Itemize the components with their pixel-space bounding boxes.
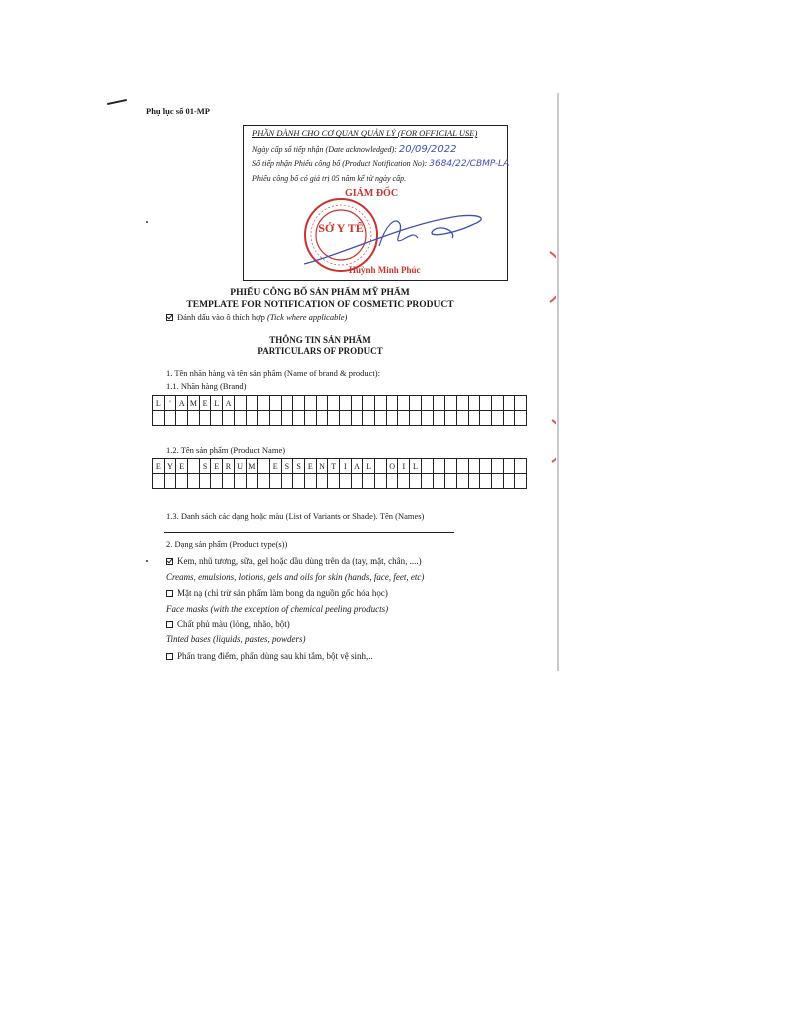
product-cell: L: [363, 459, 375, 474]
brand-grid: [152, 395, 527, 426]
form-title-en: TEMPLATE FOR NOTIFICATION OF COSMETIC PRODUCT: [186, 300, 454, 310]
brand-cell: [258, 411, 270, 426]
validity-row: [252, 174, 406, 183]
product-cell: [211, 474, 223, 489]
checkbox-unchecked-icon: [166, 621, 173, 628]
product-cell: [480, 459, 492, 474]
product-cell: O: [387, 459, 399, 474]
product-cell: [387, 474, 399, 489]
brand-cell: [317, 411, 329, 426]
product-cell: [317, 474, 329, 489]
brand-cell: [305, 411, 317, 426]
number-value: 3684/22/CBMP-LA: [429, 159, 510, 169]
brand-cell: [293, 411, 305, 426]
type-1-en: Creams, emulsions, lotions, gels and oils for skin (hands, face, feet, etc): [166, 572, 425, 582]
product-cell: T: [328, 459, 340, 474]
product-cell: [258, 459, 270, 474]
checkbox-unchecked-icon: [166, 590, 173, 597]
product-cell: [504, 459, 516, 474]
product-cell: [258, 474, 270, 489]
margin-dot: [146, 221, 148, 223]
product-cell: [492, 459, 504, 474]
checkbox-unchecked-icon: [166, 653, 173, 660]
checkbox-icon: [166, 314, 173, 321]
brand-cell: [398, 411, 410, 426]
type-2-en: Face masks (with the exception of chemical peeling products): [166, 604, 389, 614]
tick-instruction: [166, 312, 347, 323]
product-cell: [176, 474, 188, 489]
product-cell: [305, 474, 317, 489]
product-cell: [457, 459, 469, 474]
brand-cell: [363, 396, 375, 411]
product-cell: I: [340, 459, 352, 474]
brand-cell: [317, 396, 329, 411]
brand-cell: [480, 411, 492, 426]
tick-instruction-vn: Đánh dấu vào ô thích hợp: [177, 312, 265, 322]
product-cell: [504, 474, 516, 489]
brand-cell: [153, 411, 165, 426]
brand-cell: [211, 411, 223, 426]
product-cell: [434, 474, 446, 489]
signature: [284, 194, 504, 274]
product-cell: S: [293, 459, 305, 474]
product-cell: S: [282, 459, 294, 474]
brand-cell: [469, 411, 481, 426]
brand-cell: [328, 396, 340, 411]
number-label: Số tiếp nhận Phiếu công bố (Product Notification No):: [252, 159, 428, 168]
product-cell: [398, 474, 410, 489]
section-title-vn: THÔNG TIN SẢN PHẨM: [269, 335, 371, 345]
brand-cell: [340, 411, 352, 426]
brand-cell: [387, 396, 399, 411]
date-value: 20/09/2022: [398, 144, 457, 155]
edge-stamp-fragments: [536, 240, 556, 470]
brand-cell: [434, 411, 446, 426]
type-3-vn: Chất phủ màu (lỏng, nhão, bột): [177, 619, 290, 629]
product-cell: [153, 474, 165, 489]
product-cell: E: [211, 459, 223, 474]
product-cell: [340, 474, 352, 489]
product-cell: [445, 474, 457, 489]
type-1-vn: Kem, nhũ tương, sữa, gel hoặc dầu dùng trên da (tay, mặt, chân, ....): [177, 556, 422, 566]
product-cell: [328, 474, 340, 489]
brand-cell: [176, 411, 188, 426]
product-cell: [492, 474, 504, 489]
brand-cell: [305, 396, 317, 411]
brand-cell: [282, 411, 294, 426]
brand-cell: [363, 411, 375, 426]
brand-cell: [515, 396, 527, 411]
product-cell: [515, 459, 527, 474]
product-cell: Y: [165, 459, 177, 474]
form-title-vn: PHIẾU CÔNG BỐ SẢN PHẨM MỸ PHẨM: [230, 288, 410, 298]
product-cell: [480, 474, 492, 489]
tick-instruction-en: (Tick where applicable): [266, 312, 348, 322]
seal-text: SỞ Y TẾ: [318, 221, 364, 235]
brand-cell: [515, 411, 527, 426]
variants-label: 1.3. Danh sách các dạng hoặc màu (List of Variants or Shade). Tên (Names): [166, 511, 425, 521]
brand-cell: [492, 396, 504, 411]
product-name-grid: [152, 458, 527, 489]
product-cell: [352, 474, 364, 489]
product-cell: [363, 474, 375, 489]
product-cell: [235, 474, 247, 489]
brand-cell: [188, 411, 200, 426]
notification-number-row: [252, 159, 509, 169]
brand-cell: [247, 396, 259, 411]
product-cell: [422, 474, 434, 489]
q1-label: 1. Tên nhãn hàng và tên sản phẩm (Name of brand & product):: [166, 368, 380, 378]
brand-cell: [504, 396, 516, 411]
official-use-box: [243, 125, 508, 281]
product-type-item-3: [166, 619, 290, 630]
margin-mark: [107, 99, 127, 105]
product-cell: [375, 474, 387, 489]
product-cell: [434, 459, 446, 474]
product-cell: N: [317, 459, 329, 474]
brand-cell: [375, 396, 387, 411]
product-cell: [445, 459, 457, 474]
brand-cell: A: [223, 396, 235, 411]
brand-cell: [270, 411, 282, 426]
brand-cell: L: [153, 396, 165, 411]
brand-cell: [340, 396, 352, 411]
brand-cell: [445, 411, 457, 426]
director-title: GIÁM ĐỐC: [345, 188, 399, 199]
product-cell: [188, 474, 200, 489]
product-cell: [515, 474, 527, 489]
margin-dot: [146, 560, 148, 562]
type-2-vn: Mặt nạ (chỉ trừ sản phẩm làm bong da nguồn gốc hóa học): [177, 588, 388, 598]
brand-cell: [352, 396, 364, 411]
product-cell: U: [235, 459, 247, 474]
brand-cell: [235, 411, 247, 426]
brand-cell: [235, 396, 247, 411]
brand-cell: [258, 396, 270, 411]
product-cell: [223, 474, 235, 489]
product-cell: E: [270, 459, 282, 474]
brand-cell: [328, 411, 340, 426]
brand-cell: [375, 411, 387, 426]
brand-cell: [492, 411, 504, 426]
date-label: Ngày cấp số tiếp nhận (Date acknowledged):: [252, 145, 397, 154]
brand-cell: [480, 396, 492, 411]
brand-cell: A: [176, 396, 188, 411]
product-cell: E: [153, 459, 165, 474]
brand-cell: E: [200, 396, 212, 411]
product-cell: I: [398, 459, 410, 474]
product-cell: R: [223, 459, 235, 474]
brand-cell: [165, 411, 177, 426]
product-cell: M: [247, 459, 259, 474]
product-cell: [410, 474, 422, 489]
product-cell: [469, 459, 481, 474]
brand-cell: [200, 411, 212, 426]
product-cell: [282, 474, 294, 489]
brand-cell: [352, 411, 364, 426]
brand-cell: [293, 396, 305, 411]
variants-line: [164, 532, 454, 533]
brand-cell: [469, 396, 481, 411]
product-cell: A: [352, 459, 364, 474]
product-type-item-1: [166, 556, 422, 567]
brand-cell: [434, 396, 446, 411]
brand-cell: ': [165, 396, 177, 411]
brand-cell: M: [188, 396, 200, 411]
section-title-en: PARTICULARS OF PRODUCT: [257, 346, 383, 356]
brand-cell: [445, 396, 457, 411]
product-cell: [293, 474, 305, 489]
brand-cell: [504, 411, 516, 426]
brand-cell: [410, 396, 422, 411]
product-cell: [375, 459, 387, 474]
checkbox-checked-icon: [166, 558, 173, 565]
product-cell: E: [176, 459, 188, 474]
brand-cell: [387, 411, 399, 426]
product-cell: [200, 474, 212, 489]
brand-cell: [422, 396, 434, 411]
brand-label: 1.1. Nhãn hàng (Brand): [166, 381, 247, 391]
type-4-vn: Phấn trang điểm, phấn dùng sau khi tắm, bột vệ sinh,..: [177, 651, 373, 661]
product-cell: [188, 459, 200, 474]
official-header: PHẦN DÀNH CHO CƠ QUAN QUẢN LÝ (FOR OFFICIAL USE): [252, 128, 478, 138]
product-type-label: 2. Dạng sản phẩm (Product type(s)): [166, 539, 288, 549]
product-name-label: 1.2. Tên sản phẩm (Product Name): [166, 445, 286, 455]
signer-name: Huỳnh Minh Phúc: [349, 265, 421, 275]
type-3-en: Tinted bases (liquids, pastes, powders): [166, 634, 306, 644]
product-type-item-4: [166, 651, 373, 662]
product-cell: [165, 474, 177, 489]
product-cell: [270, 474, 282, 489]
brand-cell: [223, 411, 235, 426]
page-edge-line: [557, 93, 559, 671]
product-cell: L: [410, 459, 422, 474]
brand-cell: [247, 411, 259, 426]
product-cell: [469, 474, 481, 489]
appendix-label: Phụ lục số 01-MP: [146, 106, 210, 116]
product-cell: [247, 474, 259, 489]
validity-label: Phiếu công bố có giá trị 05 năm kể từ ngày cấp.: [252, 174, 407, 183]
product-cell: S: [200, 459, 212, 474]
product-cell: [457, 474, 469, 489]
brand-cell: [457, 411, 469, 426]
brand-cell: [410, 411, 422, 426]
product-type-item-2: [166, 588, 388, 599]
date-acknowledged-row: [252, 144, 457, 155]
product-cell: [422, 459, 434, 474]
brand-cell: L: [211, 396, 223, 411]
brand-cell: [457, 396, 469, 411]
brand-cell: [398, 396, 410, 411]
product-cell: E: [305, 459, 317, 474]
brand-cell: [270, 396, 282, 411]
brand-cell: [422, 411, 434, 426]
brand-cell: [282, 396, 294, 411]
